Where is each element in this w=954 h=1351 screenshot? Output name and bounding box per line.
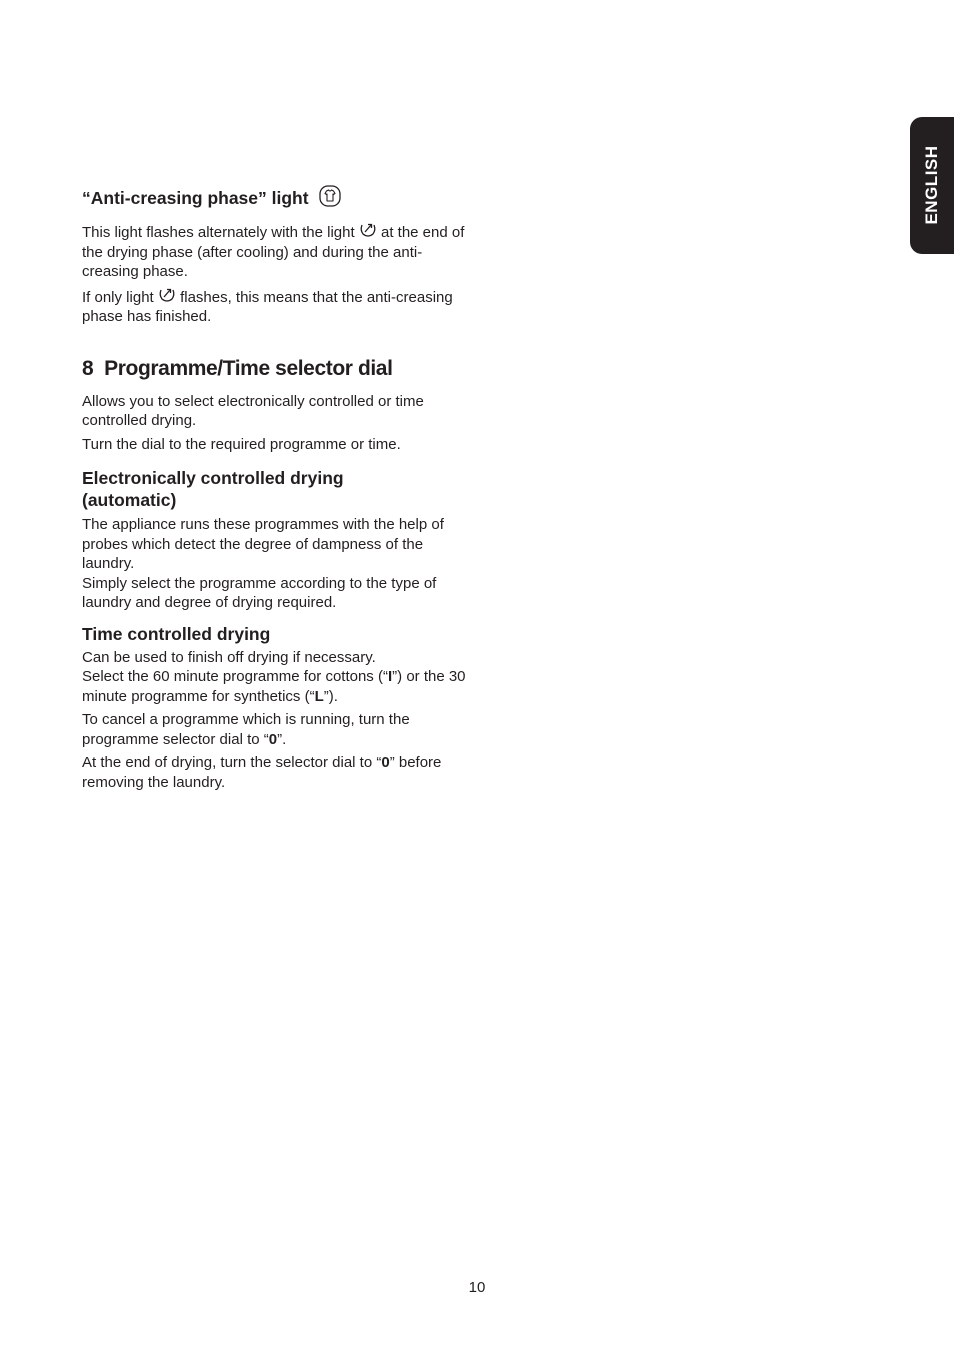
time-p3-part-a: To cancel a programme which is running, turn the programme selector dial to “ [82,711,410,748]
main-content [82,185,467,792]
language-tab-label: ENGLISH [922,145,941,225]
time-controlled-paragraph-1: Can be used to finish off drying if necessary. [82,648,376,666]
page-number: 10 [468,1279,486,1296]
time-controlled-heading: Time controlled drying [82,623,271,644]
synthetics-symbol: L [314,687,324,705]
anti-crease-shirt-icon [319,185,341,207]
time-controlled-paragraph-2 [82,667,467,706]
time-controlled-paragraph-3 [82,710,467,749]
section-8-heading [82,356,467,382]
section-8-number: 8 [82,356,94,380]
language-tab [910,117,954,254]
electronic-drying-paragraph-1: The appliance runs these programmes with the help of probes which detect the degree of dampness of the laundry. [82,516,444,572]
anti-creasing-p1-before: This light flashes alternately with the light [82,224,355,241]
cotton-symbol: I [387,668,393,685]
anti-creasing-p1-after: at the end of the drying phase (after cooling) and during the anti-creasing phase. [82,224,465,280]
zero-position-symbol: 0 [381,754,390,771]
drying-end-icon [359,221,377,239]
anti-creasing-p2-before: If only light [82,288,154,306]
time-p3-part-c: ”. [277,730,287,748]
section-8-title: Programme/Time selector dial [104,356,393,380]
anti-creasing-heading-text: “Anti-creasing phase” light [82,188,309,208]
section-8-paragraph-1: Allows you to select electronically controlled or time controlled drying. [82,392,424,429]
electronic-drying-paragraph-2: Simply select the programme according to the type of laundry and degree of drying required. [82,574,437,611]
electronic-drying-heading-line-1: Electronically controlled drying [82,468,344,488]
zero-position-symbol: 0 [268,730,278,748]
time-p2-part-c: ”) or the 30 minute programme for synthetics (“ [82,668,466,705]
electronic-drying-heading [82,467,467,511]
time-controlled-paragraph-4 [82,753,467,792]
electronic-drying-heading-line-2: (automatic) [82,490,177,510]
anti-creasing-paragraph-2 [82,286,467,327]
anti-creasing-p2-after: flashes, this means that the anti-creasing phase has finished. [82,288,453,325]
drying-end-icon [158,286,176,304]
section-8-paragraph-2: Turn the dial to the required programme or time. [82,435,401,453]
time-p4-part-c: ” before removing the laundry. [82,754,442,791]
anti-creasing-paragraph-1 [82,221,467,282]
time-p2-part-e: ”). [323,687,338,705]
time-p2-part-a: Select the 60 minute programme for cottons (“ [82,668,388,685]
anti-creasing-heading [82,185,467,209]
time-p4-part-a: At the end of drying, turn the selector dial to “ [82,754,382,771]
